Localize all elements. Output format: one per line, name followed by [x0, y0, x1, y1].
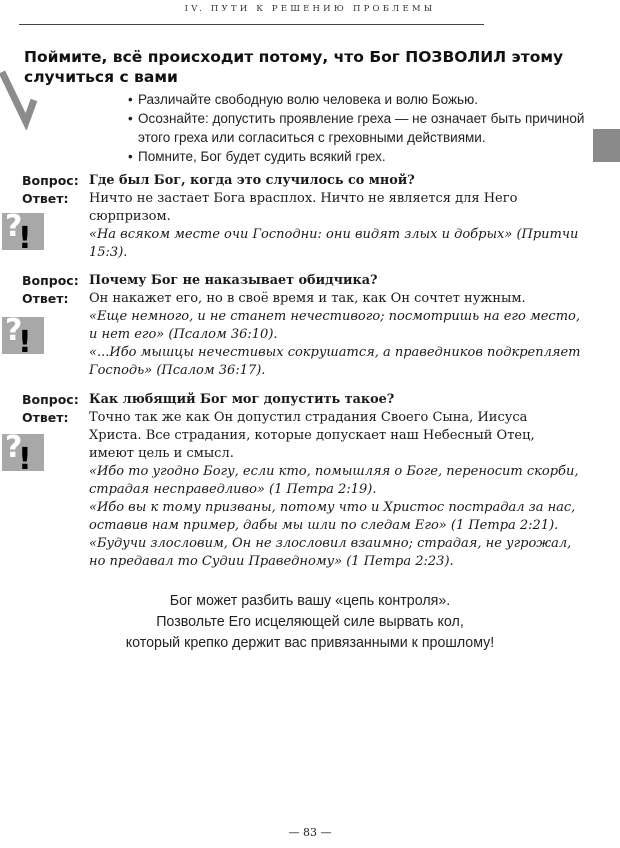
bullet-list: [128, 90, 588, 166]
closing-statement: [16, 590, 605, 653]
qa-block: [22, 272, 582, 380]
question-label: Вопрос:: [22, 173, 79, 188]
bullet-item: • Осознайте: допустить проявление греха — не означает быть причиной этого греха или согласиться с греховными действиями.: [128, 109, 588, 147]
running-head: IV. ПУТИ К РЕШЕНИЮ ПРОБЛЕМЫ: [184, 4, 436, 14]
scripture-quote: «Будучи злословим, Он не злословил взаимно; страдая, не угрожал, но предавал то Судии Праведному» (1 Петра 2:23).: [89, 536, 572, 569]
closing-line: который крепко держит вас привязанными к прошлому!: [125, 634, 495, 651]
scripture-quote: «Ибо то угодно Богу, если кто, помышляя о Боге, переносит скорби, страдая несправедливо» (1 Петра 2:19).: [89, 464, 579, 497]
scripture-quote: «На всяком месте очи Господни: они видят злых и добрых» (Притчи 15:3).: [89, 227, 579, 260]
question-exclamation-icon: ? !: [2, 317, 44, 354]
question-exclamation-icon: ? !: [2, 434, 44, 471]
answer-text: Он накажет его, но в своё время и так, как Он сочтет нужным.: [89, 291, 526, 306]
question-text: Где был Бог, когда это случилось со мной?: [89, 173, 415, 188]
page-number: — 83 —: [288, 826, 332, 839]
answer-label: Ответ:: [22, 191, 69, 206]
qa-block: [22, 391, 582, 571]
answer-text: Ничто не застает Бога врасплох. Ничто не является для Него сюрпризом.: [89, 191, 518, 224]
closing-line: Бог может разбить вашу «цепь контроля».: [169, 592, 451, 609]
question-exclamation-icon: ? !: [2, 213, 44, 250]
bullet-item: • Помните, Бог будет судить всякий грех.: [128, 147, 588, 166]
question-text: Как любящий Бог мог допустить такое?: [89, 392, 395, 407]
qa-block: [22, 172, 582, 262]
answer-label: Ответ:: [22, 291, 69, 306]
closing-line: Позвольте Его исцеляющей силе вырвать кол,: [156, 613, 464, 630]
answer-text: Точно так же как Он допустил страдания Своего Сына, Иисуса Христа. Все страдания, которые допускает наш Небесный Отец, имеют цель и смысл.: [89, 410, 535, 461]
bullet-item: • Различайте свободную волю человека и волю Божью.: [128, 90, 588, 109]
question-text: Почему Бог не наказывает обидчика?: [89, 273, 378, 288]
header-rule: [19, 24, 484, 25]
scripture-quote: «Еще немного, и не станет нечестивого; посмотришь на его место, и нет его» (Псалом 36:10).: [89, 309, 580, 342]
scripture-quote: «...Ибо мышцы нечестивых сокрушатся, а праведников подкрепляет Господь» (Псалом 36:17).: [89, 345, 581, 378]
answer-label: Ответ:: [22, 410, 69, 425]
question-label: Вопрос:: [22, 273, 79, 288]
question-label: Вопрос:: [22, 392, 79, 407]
chapter-tab-marker: [593, 129, 620, 162]
section-heading: Поймите, всё происходит потому, что Бог ПОЗВОЛИЛ этому случиться с вами: [24, 48, 564, 86]
scripture-quote: «Ибо вы к тому призваны, потому что и Христос пострадал за нас, оставив нам пример, дабы мы шли по следам Его» (1 Петра 2:21).: [89, 500, 576, 533]
